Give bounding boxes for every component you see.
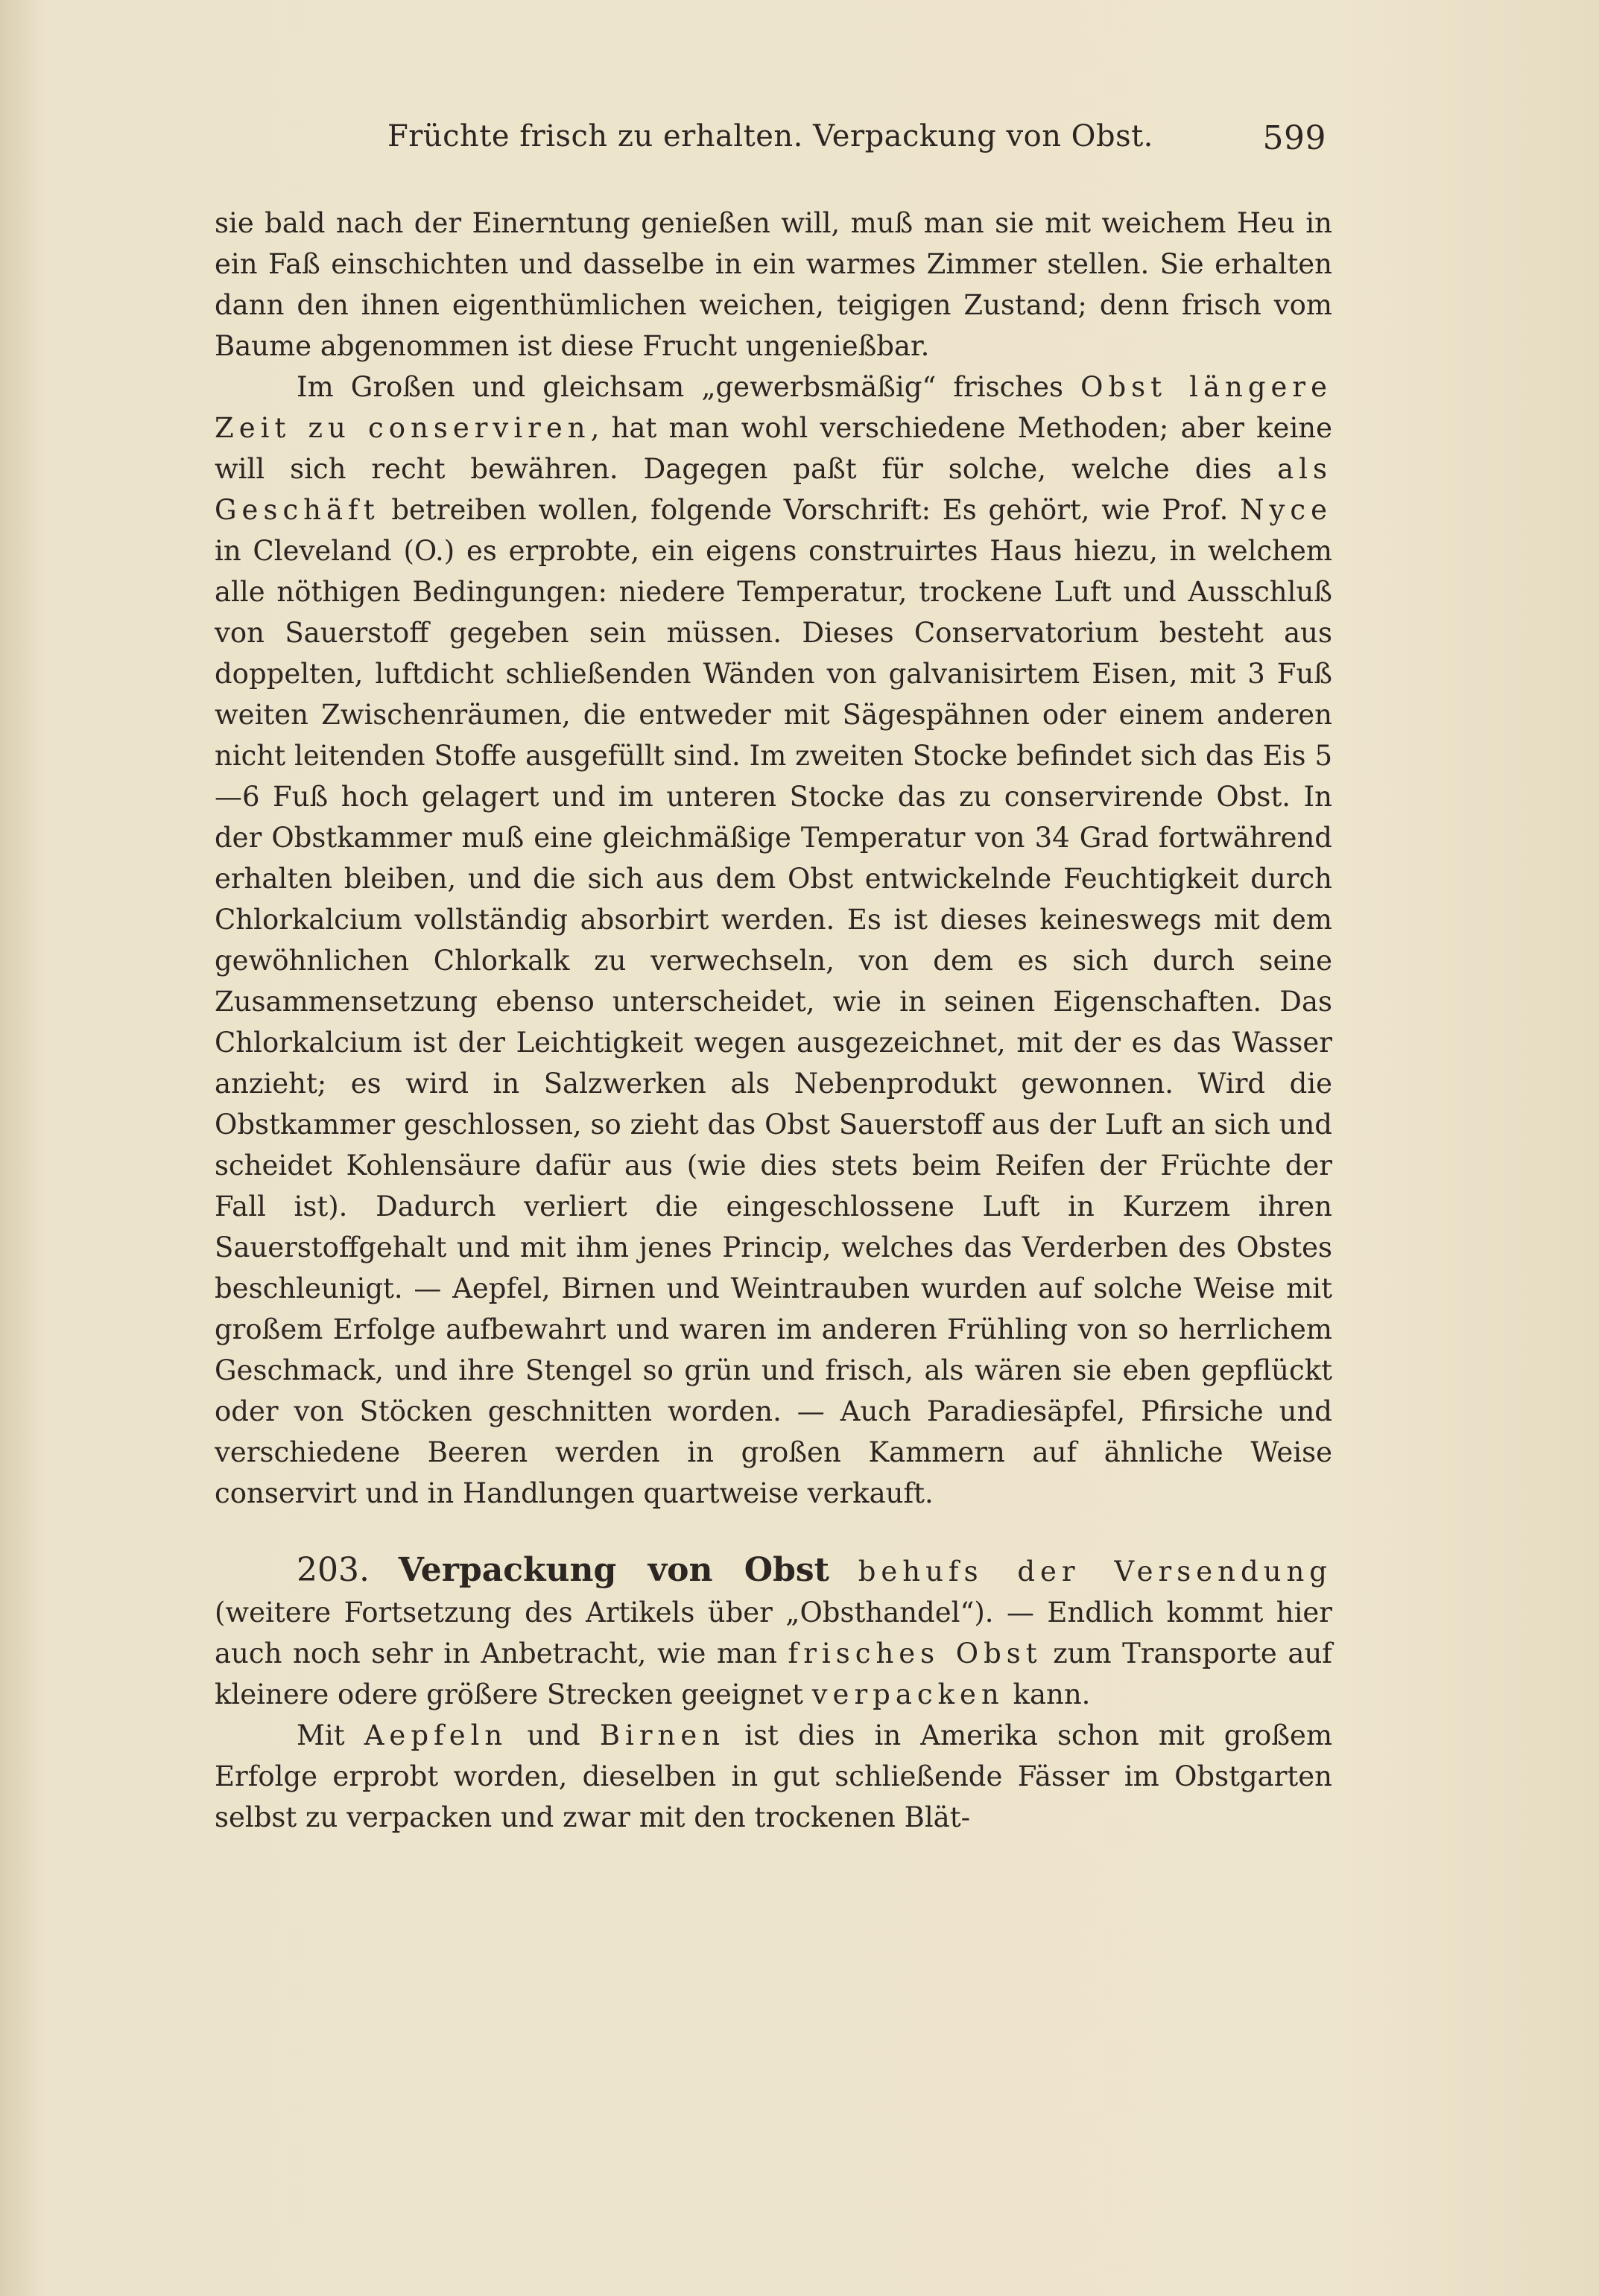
text-run: betreiben wollen, folgende Vorschrift: Es gehört, wie Prof. <box>391 494 1229 526</box>
text-run: , hat man wohl verschiedene Methoden; aber keine will sich recht bewähren. Dagegen paßt für solche, welche dies <box>215 412 1332 485</box>
text-run: zum Transporte auf kleinere odere größere Strecken geeignet <box>215 1637 1332 1710</box>
spaced-emphasis: Nyce <box>1240 494 1333 526</box>
section-number: 203. <box>297 1551 370 1589</box>
spaced-emphasis: behufs der Versendung <box>858 1555 1332 1588</box>
spaced-emphasis: verpacken <box>811 1678 1004 1710</box>
spaced-emphasis: frisches Obst <box>788 1637 1042 1669</box>
text-run: Mit <box>297 1719 345 1751</box>
page-header <box>387 119 1326 164</box>
text-run: Im Großen und gleichsam „gewerbsmäßig“ frisches <box>297 371 1064 403</box>
text-run: in Cleveland (O.) es erprobte, ein eigens construirtes Haus hiezu, in welchem alle nöthigen Bedingungen: niedere Temperatur, trockene Luft und Ausschluß von Sauerstoff gegeben sein müssen. Dieses Conservatorium besteht aus doppelten, luftdicht schließenden Wänden von galvanisirtem Eisen, mit 3 Fuß weiten Zwischenräumen, die entweder mit Sägespähnen oder einem anderen nicht leitenden Stoffe ausgefüllt sind. Im zweiten Stocke befindet sich das Eis 5—6 Fuß hoch gelagert und im unteren Stocke das zu conservirende Obst. In der Obstkammer muß eine gleichmäßige Temperatur von 34 Grad fortwährend erhalten bleiben, und die sich aus dem Obst entwickelnde Feuchtigkeit durch Chlorkalcium vollständig absorbirt werden. Es ist dieses keineswegs mit dem gewöhnlichen Chlorkalk zu verwechseln, von dem es sich durch seine Zusammensetzung ebenso unterscheidet, wie in seinen Eigenschaften. Das Chlorkalcium ist der Leichtigkeit wegen ausgezeichnet, mit der es das Wasser anzieht; es wird in Salzwerken als Nebenprodukt gewonnen. Wird die Obstkammer geschlossen, so zieht das Obst Sauerstoff aus der Luft an sich und scheidet Kohlensäure dafür aus (wie dies stets beim Reifen der Früchte der Fall ist). Dadurch verliert die eingeschlossene Luft in Kurzem ihren Sauerstoffgehalt und mit ihm jenes Princip, welches das Verderben des Obstes beschleunigt. — Aepfel, Birnen und Weintrauben wurden auf solche Weise mit großem Erfolge aufbewahrt und waren im anderen Frühling von so herrlichem Geschmack, und ihre Stengel so grün und frisch, als wären sie eben gepflückt oder von Stöcken geschnitten worden. — Auch Paradiesäpfel, Pfirsiche und verschiedene Beeren werden in großen Kammern auf ähnliche Weise conservirt und in Handlungen quartweise verkauft. <box>215 535 1332 1509</box>
paragraph-conservation <box>215 367 1332 1514</box>
spaced-emphasis: als Geschäft <box>215 453 1333 526</box>
section-title: Verpackung von Obst <box>398 1551 829 1589</box>
body-text <box>215 203 1332 1838</box>
spaced-emphasis: Aepfeln <box>364 1719 508 1751</box>
running-title: Früchte frisch zu erhalten. Verpackung von Obst. <box>387 119 1153 153</box>
spaced-emphasis: Birnen <box>599 1719 726 1751</box>
section-203 <box>215 1550 1332 1715</box>
page-number: 599 <box>1262 119 1326 157</box>
text-run: ist dies in Amerika schon mit großem Erfolge erprobt worden, dieselben in gut schließende Fässer im Obstgarten selbst zu verpacken und zwar mit den trockenen Blät- <box>215 1719 1333 1833</box>
paragraph-continuation: sie bald nach der Einerntung genießen will, muß man sie mit weichem Heu in ein Faß einschichten und dasselbe in ein warmes Zimmer stellen. Sie erhalten dann den ihnen eigenthümlichen weichen, teigigen Zustand; denn frisch vom Baume abgenommen ist diese Frucht ungenießbar. <box>215 207 1332 362</box>
text-run: kann. <box>1013 1678 1091 1710</box>
spaced-emphasis: Obst längere Zeit zu conserviren <box>215 371 1332 444</box>
text-run: (weitere Fortsetzung des Artikels über „Obsthandel“). — Endlich kommt hier auch noch sehr in Anbetracht, wie man <box>215 1596 1332 1669</box>
text-run: und <box>527 1719 580 1751</box>
paragraph-apples-pears <box>215 1715 1332 1838</box>
